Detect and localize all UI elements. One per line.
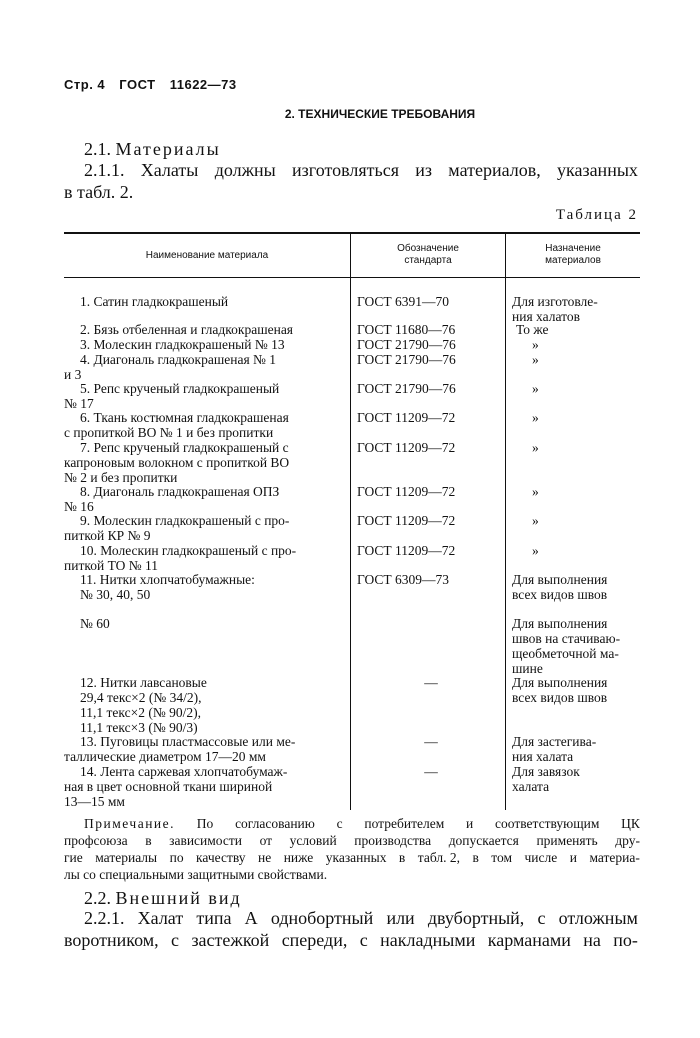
table-row-12-name: 12. Нитки лавсановые 29,4 текс×2 (№ 34/2), 11,1 текс×2 (№ 90/2), 11,1 текс×3 (№ 90/3) (80, 675, 207, 735)
subsection-2-1: 2.1. Материалы (84, 139, 221, 159)
table-row-6-purpose: » (532, 410, 539, 425)
table-row-4-purpose: » (532, 352, 539, 367)
table-row-6-name: 6. Ткань костюмная гладкокрашеная с пропиткой ВО № 1 и без пропитки (64, 410, 289, 440)
table-row-7-standard: ГОСТ 11209—72 (357, 440, 456, 455)
table-row-9-name: 9. Молескин гладкокрашеный с про- питкой КР № 9 (64, 513, 290, 543)
table-row-10-name: 10. Молескин гладкокрашеный с про- питкой ТО № 11 (64, 543, 297, 573)
table-column-divider-2 (505, 232, 506, 810)
table-note: Примечание. По согласованию с потребителем и соответствующим ЦК профсоюза в зависимости от условий производства допускается применять дру- гие материалы по качеству не ниже указанных в табл. 2, в том числе и материа- лы со специальными защитными свойствами. (64, 816, 640, 882)
table-caption: Таблица 2 (555, 207, 638, 223)
table-row-9-standard: ГОСТ 11209—72 (357, 513, 456, 528)
table-top-rule (64, 232, 640, 234)
header-material-name: Наименование материала (145, 250, 269, 261)
table-row-4-standard: ГОСТ 21790—76 (357, 352, 456, 367)
table-row-12-standard: — (424, 675, 438, 690)
page-header (64, 77, 247, 92)
paragraph-2-2-1-line2: воротником, с застежкой спереди, с накладными карманами на по- (64, 930, 638, 950)
paragraph-2-2-1-line1: 2.2.1. Халат типа А однобортный или двубортный, с отложным (84, 908, 638, 928)
table-header-rule (64, 277, 640, 278)
table-row-1-standard: ГОСТ 6391—70 (357, 294, 450, 309)
section-title: 2. ТЕХНИЧЕСКИЕ ТРЕБОВАНИЯ (284, 107, 476, 121)
table-row-5-purpose: » (532, 381, 539, 396)
table-row-1-name: 1. Сатин гладкокрашеный (80, 294, 229, 309)
table-row-8-standard: ГОСТ 11209—72 (357, 484, 456, 499)
paragraph-2-1-1-line2: в табл. 2. (64, 182, 134, 202)
table-row-11b-purpose: Для выполнения швов на стачиваю- щеобметочной ма- шине (512, 616, 621, 676)
gost-number: 11622—73 (169, 77, 237, 92)
table-row-5-standard: ГОСТ 21790—76 (357, 381, 456, 396)
table-row-10-purpose: » (532, 543, 539, 558)
table-row-1-purpose: Для изготовле- ния халатов (512, 294, 598, 324)
table-row-4-name: 4. Диагональ гладкокрашеная № 1 и 3 (64, 352, 277, 382)
table-row-6-standard: ГОСТ 11209—72 (357, 410, 456, 425)
table-row-11-name: 11. Нитки хлопчатобумажные: № 30, 40, 50 (80, 572, 255, 602)
table-row-9-purpose: » (532, 513, 539, 528)
table-row-8-name: 8. Диагональ гладкокрашеная ОПЗ № 16 (64, 484, 280, 514)
table-row-3-purpose: » (532, 337, 539, 352)
table-row-2-name: 2. Бязь отбеленная и гладкокрашеная (80, 322, 294, 337)
table-row-2-purpose: То же (516, 322, 549, 337)
table-row-14-standard: — (424, 764, 438, 779)
header-standard: Обозначение стандарта (397, 243, 459, 266)
table-row-2-standard: ГОСТ 11680—76 (357, 322, 456, 337)
table-row-10-standard: ГОСТ 11209—72 (357, 543, 456, 558)
table-row-3-name: 3. Молескин гладкокрашеный № 13 (80, 337, 285, 352)
subsection-2-2: 2.2. Внешний вид (84, 888, 242, 908)
table-row-13-name: 13. Пуговицы пластмассовые или ме- таллические диаметром 17—20 мм (64, 734, 296, 764)
table-row-14-name: 14. Лента саржевая хлопчатобумаж- ная в цвет основной ткани шириной 13—15 мм (64, 764, 288, 809)
table-row-11-purpose: Для выполнения всех видов швов (512, 572, 608, 602)
table-column-divider-1 (350, 232, 351, 810)
paragraph-2-1-1-line1: 2.1.1. Халаты должны изготовляться из материалов, указанных (84, 160, 638, 180)
table-row-12-purpose: Для выполнения всех видов швов (512, 675, 608, 705)
table-row-11-standard: ГОСТ 6309—73 (357, 572, 450, 587)
table-row-7-name: 7. Репс крученый гладкокрашеный с капроновым волокном с пропиткой ВО № 2 и без пропитки (64, 440, 290, 485)
table-row-7-purpose: » (532, 440, 539, 455)
table-row-13-standard: — (424, 734, 438, 749)
page-number: Стр. 4 (64, 77, 106, 92)
table-row-14-purpose: Для завязок халата (512, 764, 580, 794)
gost-label: ГОСТ (119, 77, 156, 92)
table-row-8-purpose: » (532, 484, 539, 499)
table-row-3-standard: ГОСТ 21790—76 (357, 337, 456, 352)
header-purpose: Назначение материалов (545, 243, 601, 266)
table-row-13-purpose: Для застегива- ния халата (512, 734, 597, 764)
table-row-5-name: 5. Репс крученый гладкокрашеный № 17 (64, 381, 280, 411)
table-row-11b-name: № 60 (80, 616, 110, 631)
